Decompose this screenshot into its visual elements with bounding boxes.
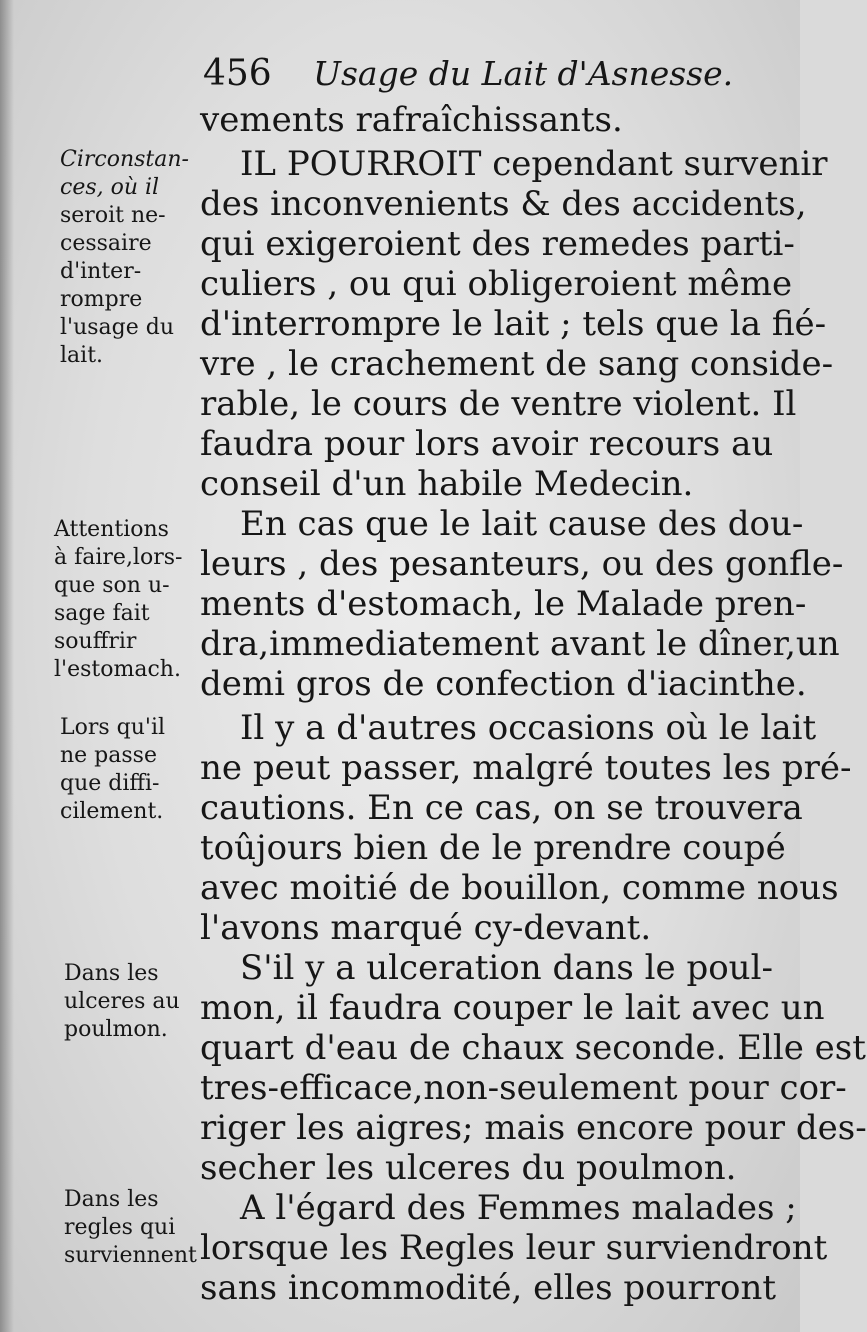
text-line: IL POURROIT cependant survenir <box>240 144 828 184</box>
margin-note-line: seroit ne- <box>60 203 166 228</box>
text-line: secher les ulceres du poulmon. <box>200 1148 737 1188</box>
text-line: culiers , ou qui obligeroient même <box>200 264 793 304</box>
text-line: ments d'estomach, le Malade pren- <box>200 584 807 624</box>
margin-note-line: sage fait <box>54 601 150 626</box>
margin-note-line: l'estomach. <box>54 657 181 682</box>
margin-note-line: rompre <box>60 287 143 312</box>
margin-note-line: Dans les <box>64 1187 159 1212</box>
margin-note-line: lait. <box>60 343 104 368</box>
text-line: S'il y a ulceration dans le poul- <box>240 948 773 988</box>
text-line: En cas que le lait cause des dou- <box>240 504 804 544</box>
running-title: Usage du Lait d'Asnesse. <box>313 54 734 93</box>
text-line: demi gros de confection d'iacinthe. <box>200 664 807 704</box>
margin-note-line: Dans les <box>64 961 159 986</box>
text-line: cautions. En ce cas, on se trouvera <box>200 788 803 828</box>
text-line: d'interrompre le lait ; tels que la fié- <box>200 304 827 344</box>
margin-note-line: souffrir <box>54 629 137 654</box>
margin-note-line: cessaire <box>60 231 152 256</box>
text-line: quart d'eau de chaux seconde. Elle est <box>200 1028 866 1068</box>
text-line: mon, il faudra couper le lait avec un <box>200 988 825 1028</box>
text-line: vre , le crachement de sang conside- <box>200 344 834 384</box>
binding-shadow <box>0 0 14 1332</box>
text-line: l'avons marqué cy-devant. <box>200 908 652 948</box>
margin-note-line: l'usage du <box>60 315 175 340</box>
text-line: qui exigeroient des remedes parti- <box>200 224 795 264</box>
margin-note-line: surviennent <box>64 1243 197 1268</box>
text-line: toûjours bien de le prendre coupé <box>200 828 786 868</box>
margin-note-line: ces, où il <box>60 175 160 200</box>
text-line: Il y a d'autres occasions où le lait <box>240 708 817 748</box>
page-number: 456 <box>203 53 272 94</box>
page-header <box>203 50 763 98</box>
text-line: tres-efficace,non-seulement pour cor- <box>200 1068 847 1108</box>
margin-note-line: ne passe <box>60 743 157 768</box>
margin-note-line: Circonstan- <box>60 147 189 172</box>
margin-note-line: cilement. <box>60 799 164 824</box>
margin-note-line: Attentions <box>54 517 169 542</box>
text-line: faudra pour lors avoir recours au <box>200 424 774 464</box>
text-line: avec moitié de bouillon, comme nous <box>200 868 839 908</box>
text-line: vements rafraîchissants. <box>200 100 623 140</box>
text-line: conseil d'un habile Medecin. <box>200 464 694 504</box>
text-line: des inconvenients & des accidents, <box>200 184 807 224</box>
text-line: A l'égard des Femmes malades ; <box>240 1188 797 1228</box>
text-line: lorsque les Regles leur surviendront <box>200 1228 828 1268</box>
margin-note-line: Lors qu'il <box>60 715 166 740</box>
text-line: rable, le cours de ventre violent. Il <box>200 384 797 424</box>
margin-note-line: que diffi- <box>60 771 160 796</box>
margin-note-line: ulceres au <box>64 989 180 1014</box>
text-line: dra,immediatement avant le dîner,un <box>200 624 840 664</box>
text-line: ne peut passer, malgré toutes les pré- <box>200 748 852 788</box>
margin-note-line: regles qui <box>64 1215 176 1240</box>
text-line: leurs , des pesanteurs, ou des gonfle- <box>200 544 844 584</box>
margin-note-line: poulmon. <box>64 1017 168 1042</box>
margin-note-line: à faire,lors- <box>54 545 183 570</box>
text-line: riger les aigres; mais encore pour des- <box>200 1108 867 1148</box>
margin-note-line: d'inter- <box>60 259 142 284</box>
text-line: sans incommodité, elles pourront <box>200 1268 777 1308</box>
margin-note-line: que son u- <box>54 573 170 598</box>
